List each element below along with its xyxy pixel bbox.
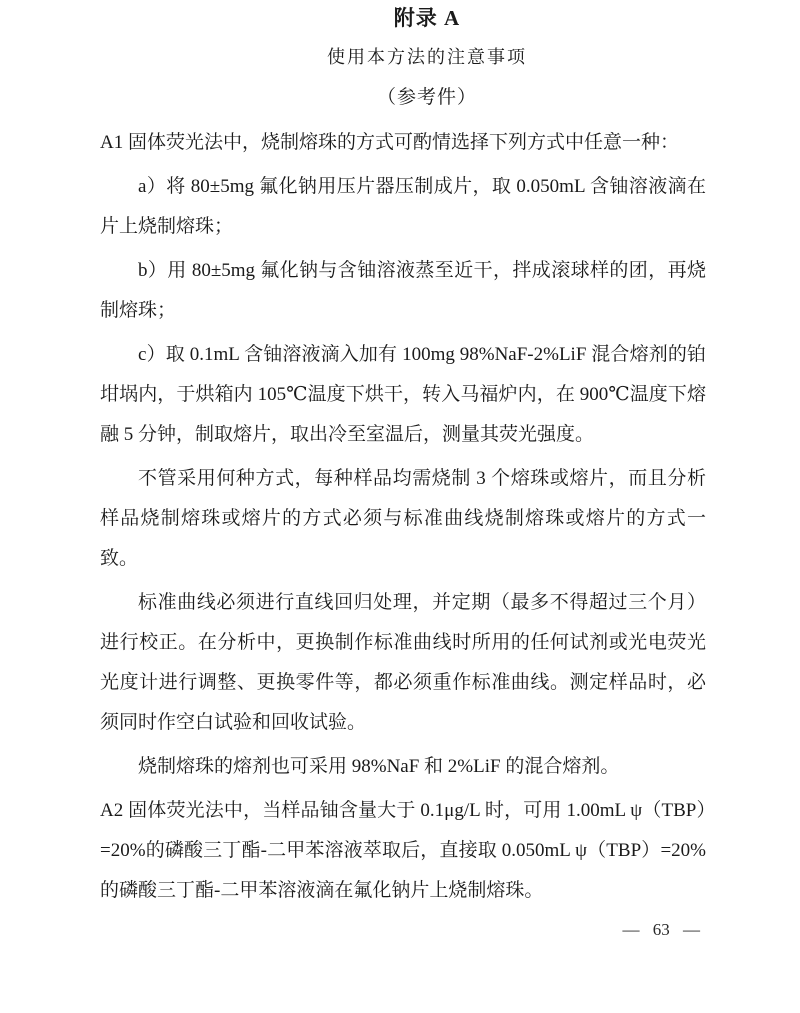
paragraph-a1: A1 固体荧光法中，烧制熔珠的方式可酌情选择下列方式中任意一种： [100,132,679,153]
paragraph-note-1: 不管采用何种方式，每种样品均需烧制 3 个熔珠或熔片，而且分析样品烧制熔珠或熔片的方式必须与标准曲线烧制熔珠或熔片的方式一致。 [100,468,706,569]
document-title: 使用本方法的注意事项 [327,47,527,67]
page-number: — 63 — [622,920,700,939]
paragraph-note-3: 烧制熔珠的熔剂也可采用 98%NaF 和 2%LiF 的混合熔剂。 [138,756,620,777]
document-body [100,0,706,915]
paragraph-item-c: c）取 0.1mL 含铀溶液滴入加有 100mg 98%NaF-2%LiF 混合熔剂的铂坩埚内，于烘箱内 105℃温度下烘干，转入马福炉内，在 900℃温度下熔融 5 分钟，制取熔片，取出冷至室温后，测量其荧光强度。 [100,344,706,445]
appendix-heading: 附录 A [393,6,461,30]
paragraph-note-2: 标准曲线必须进行直线回归处理，并定期（最多不得超过三个月）进行校正。在分析中，更换制作标准曲线时所用的任何试剂或光电荧光光度计进行调整、更换零件等，都必须重作标准曲线。测定样品时，必须同时作空白试验和回收试验。 [100,592,706,733]
reference-subtitle: （参考件） [376,87,477,108]
paragraph-item-a: a）将 80±5mg 氟化钠用压片器压制成片，取 0.050mL 含铀溶液滴在片上烧制熔珠； [100,176,706,237]
paragraph-a2: A2 固体荧光法中，当样品铀含量大于 0.1μg/L 时，可用 1.00mL ψ（TBP）=20%的磷酸三丁酯-二甲苯溶液萃取后，直接取 0.050mL ψ（TBP）=20%的磷酸三丁酯-二甲苯溶液滴在氟化钠片上烧制熔珠。 [100,800,706,901]
paragraph-item-b: b）用 80±5mg 氟化钠与含铀溶液蒸至近干，拌成滚球样的团，再烧制熔珠； [100,260,706,321]
